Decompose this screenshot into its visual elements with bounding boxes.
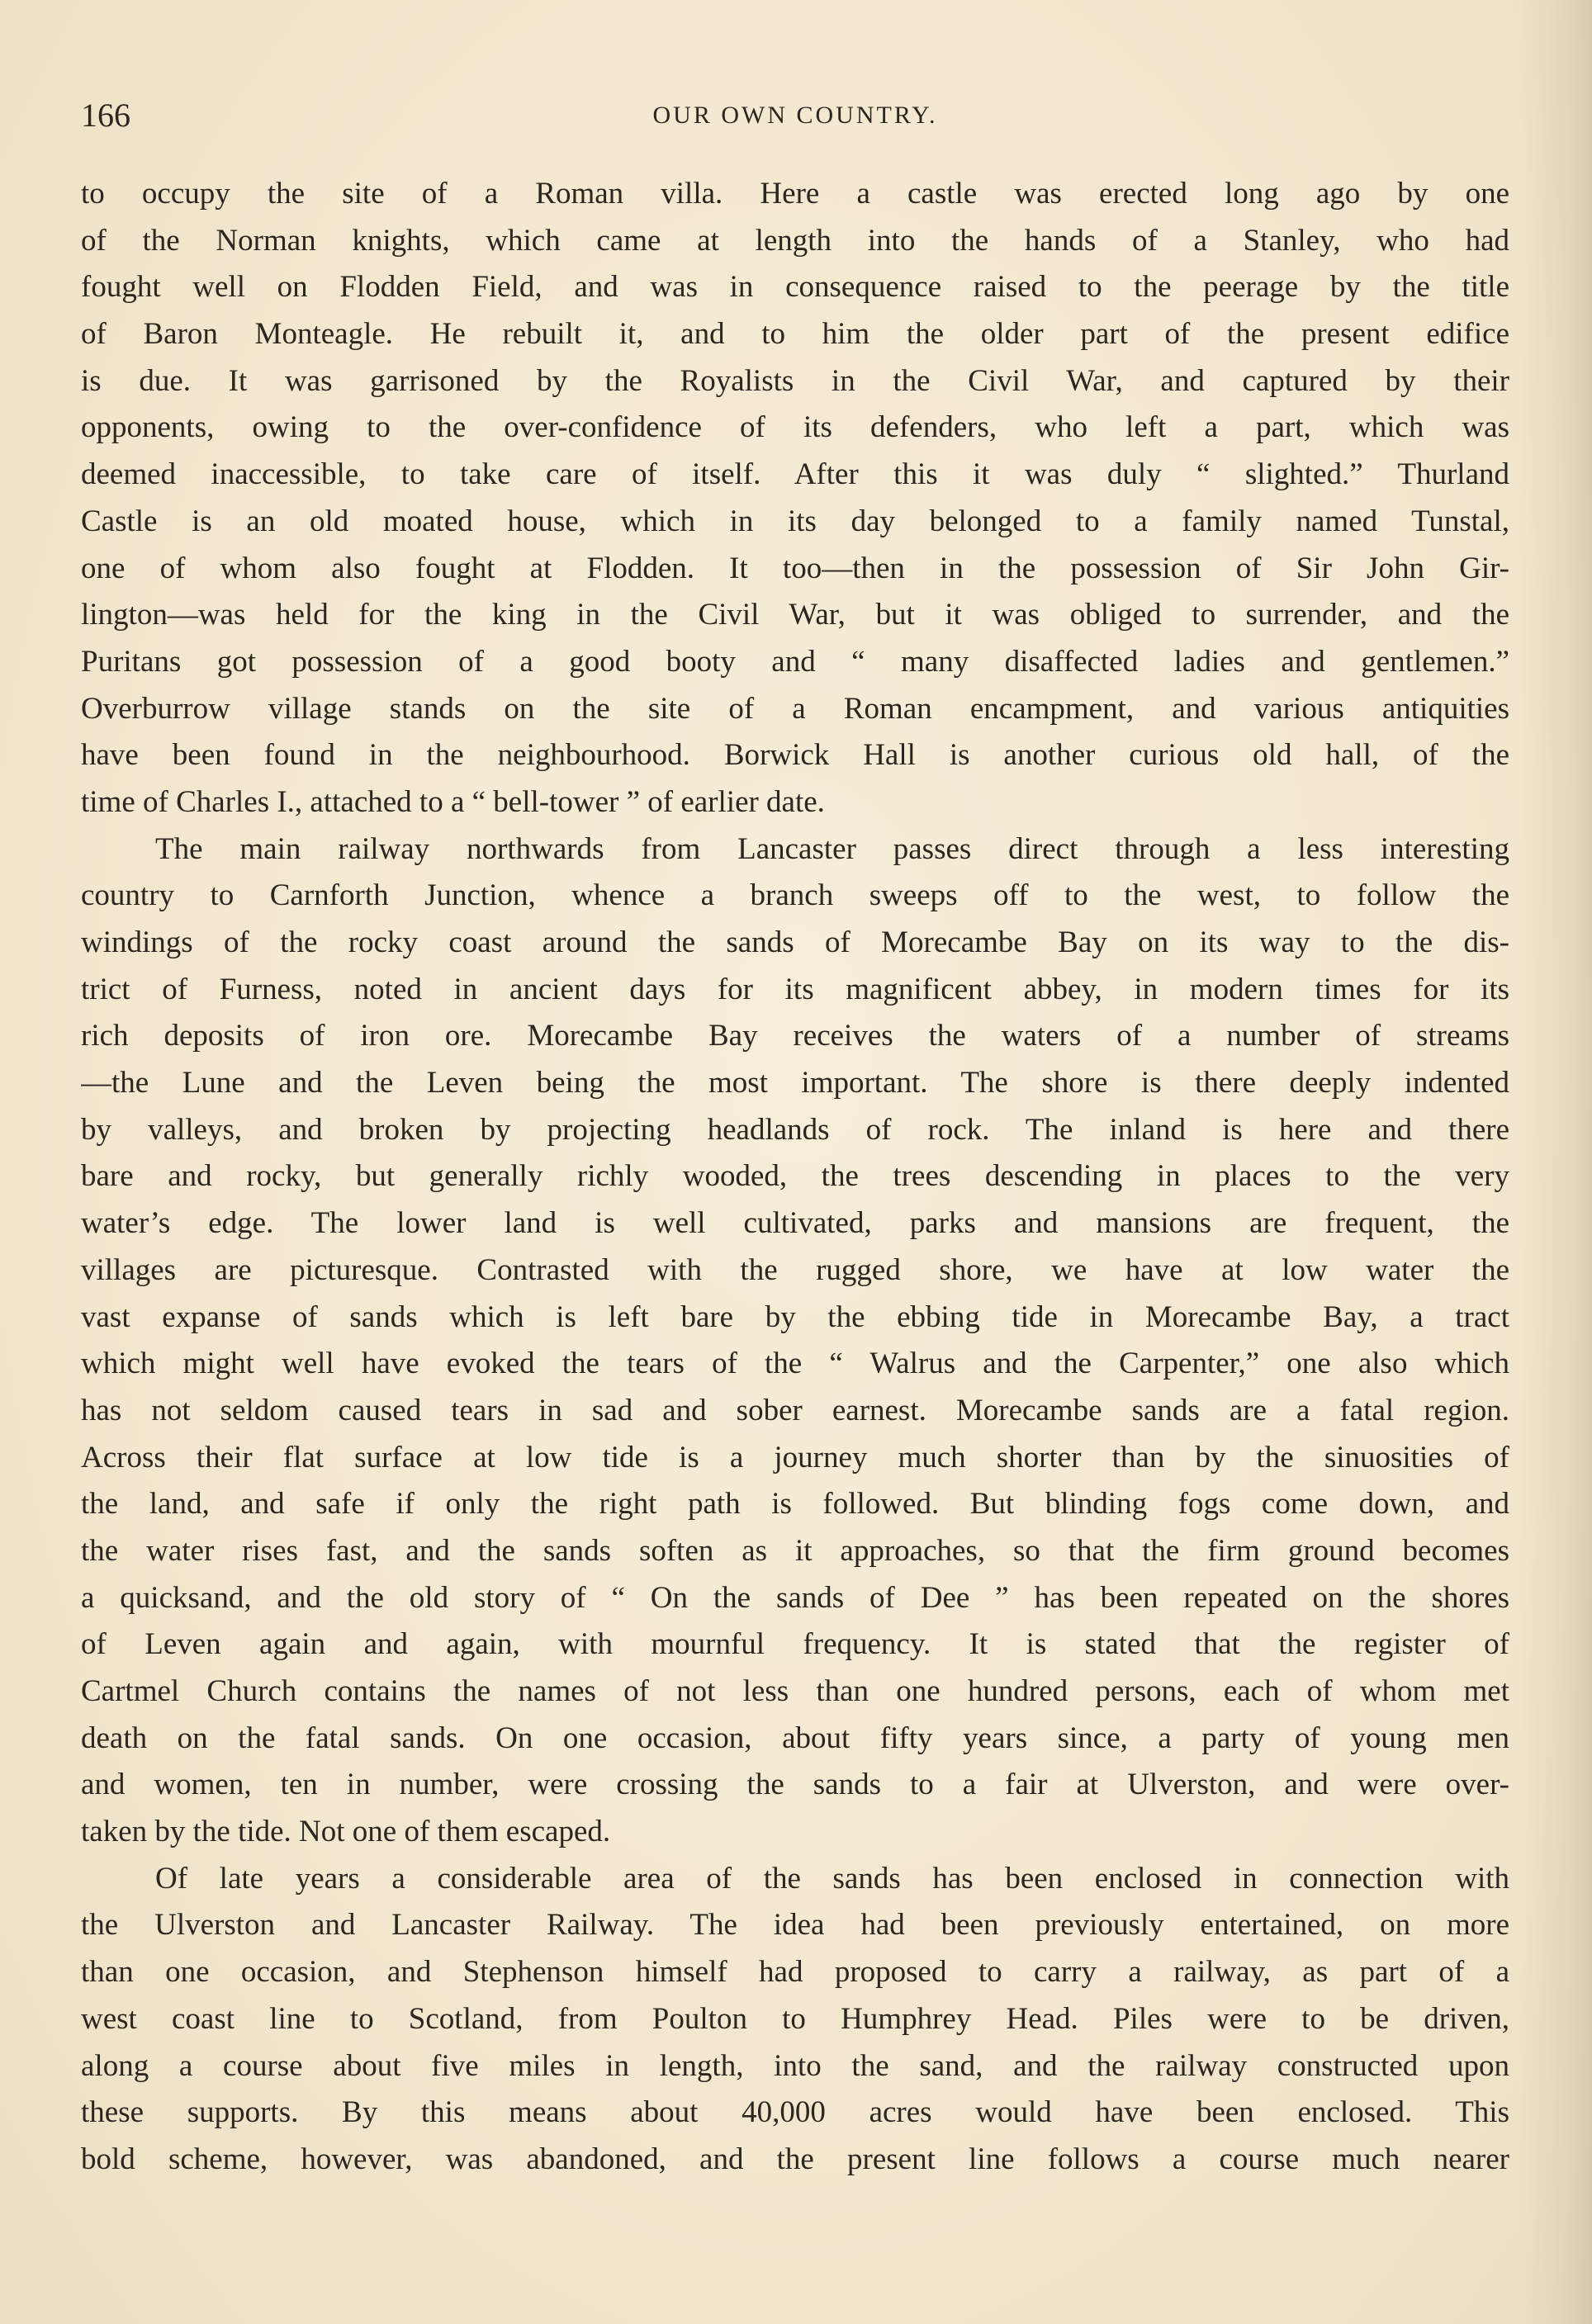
text-line: these supports. By this means about 40,000 acres would have been enclosed. This [81,2095,1509,2130]
text-line: rich deposits of iron ore. Morecambe Bay receives the waters of a number of streams [81,1019,1509,1053]
text-line: windings of the rocky coast around the sands of Morecambe Bay on its way to the dis- [81,925,1509,959]
text-line: vast expanse of sands which is left bare by the ebbing tide in Morecambe Bay, a tract [81,1299,1509,1334]
text-line: of Leven again and again, with mournful frequency. It is stated that the register of [81,1627,1509,1662]
paragraph-end-line: taken by the tide. Not one of them escaped. [81,1815,611,1849]
text-line: by valleys, and broken by projecting headlands of rock. The inland is here and there [81,1112,1509,1147]
text-line: trict of Furness, noted in ancient days for its magnificent abbey, in modern times for its [81,972,1509,1006]
text-line: death on the fatal sands. On one occasion, about fifty years since, a party of young men [81,1721,1509,1755]
text-line: Castle is an old moated house, which in its day belonged to a family named Tunstal, [81,504,1509,538]
page-edge-shadow [1518,0,1592,2324]
text-line: the water rises fast, and the sands soften as it approaches, so that the firm ground becomes [81,1533,1509,1568]
paragraph-start-line: The main railway northwards from Lancaster passes direct through a less interesting [155,831,1509,866]
text-line: Across their flat surface at low tide is a journey much shorter than by the sinuosities of [81,1440,1509,1474]
text-line: water’s edge. The lower land is well cultivated, parks and mansions are frequent, the [81,1206,1509,1241]
text-line: Cartmel Church contains the names of not less than one hundred persons, each of whom met [81,1674,1509,1708]
text-line: villages are picturesque. Contrasted with the rugged shore, we have at low water the [81,1252,1509,1287]
text-line: is due. It was garrisoned by the Royalists in the Civil War, and captured by their [81,363,1509,398]
text-line: one of whom also fought at Flodden. It too—then in the possession of Sir John Gir- [81,551,1509,585]
page-header [81,91,1509,140]
text-line: along a course about five miles in length, into the sand, and the railway constructed upon [81,2048,1509,2083]
paragraph-start-line: Of late years a considerable area of the sands has been enclosed in connection with [155,1861,1509,1896]
page-number: 166 [81,97,130,134]
text-line: country to Carnforth Junction, whence a branch sweeps off to the west, to follow the [81,878,1509,913]
text-line: has not seldom caused tears in sad and sober earnest. Morecambe sands are a fatal region. [81,1393,1509,1427]
text-line: the Ulverston and Lancaster Railway. The idea had been previously entertained, on more [81,1908,1509,1943]
text-line: have been found in the neighbourhood. Borwick Hall is another curious old hall, of the [81,738,1509,773]
text-line: opponents, owing to the over-confidence of its defenders, who left a part, which was [81,410,1509,445]
text-line: bare and rocky, but generally richly wooded, the trees descending in places to the very [81,1159,1509,1194]
text-line: fought well on Flodden Field, and was in consequence raised to the peerage by the title [81,270,1509,305]
text-line: a quicksand, and the old story of “ On the sands of Dee ” has been repeated on the shores [81,1580,1509,1615]
running-title: OUR OWN COUNTRY. [652,102,938,129]
text-line: deemed inaccessible, to take care of itself. After this it was duly “ slighted.” Thurland [81,457,1509,492]
text-line: lington—was held for the king in the Civil War, but it was obliged to surrender, and the [81,598,1509,632]
text-line: —the Lune and the Leven being the most important. The shore is there deeply indented [81,1066,1509,1100]
text-line: west coast line to Scotland, from Poulton to Humphrey Head. Piles were to be driven, [81,2001,1509,2036]
text-line: to occupy the site of a Roman villa. Here a castle was erected long ago by one [81,177,1509,211]
text-line: and women, ten in number, were crossing the sands to a fair at Ulverston, and were over- [81,1768,1509,1802]
text-line: of the Norman knights, which came at length into the hands of a Stanley, who had [81,223,1509,258]
text-line: bold scheme, however, was abandoned, and the present line follows a course much nearer [81,2142,1509,2176]
body-text [81,171,1509,2184]
text-line: which might well have evoked the tears of the “ Walrus and the Carpenter,” one also which [81,1347,1509,1381]
text-line: the land, and safe if only the right path is followed. But blinding fogs come down, and [81,1487,1509,1522]
paragraph-end-line: time of Charles I., attached to a “ bell-tower ” of earlier date. [81,784,825,819]
text-line: Overburrow village stands on the site of a Roman encampment, and various antiquities [81,691,1509,726]
text-line: of Baron Monteagle. He rebuilt it, and to him the older part of the present edifice [81,317,1509,352]
text-line: Puritans got possession of a good booty and “ many disaffected ladies and gentlemen.” [81,644,1509,679]
text-line: than one occasion, and Stephenson himself had proposed to carry a railway, as part of a [81,1955,1509,1990]
